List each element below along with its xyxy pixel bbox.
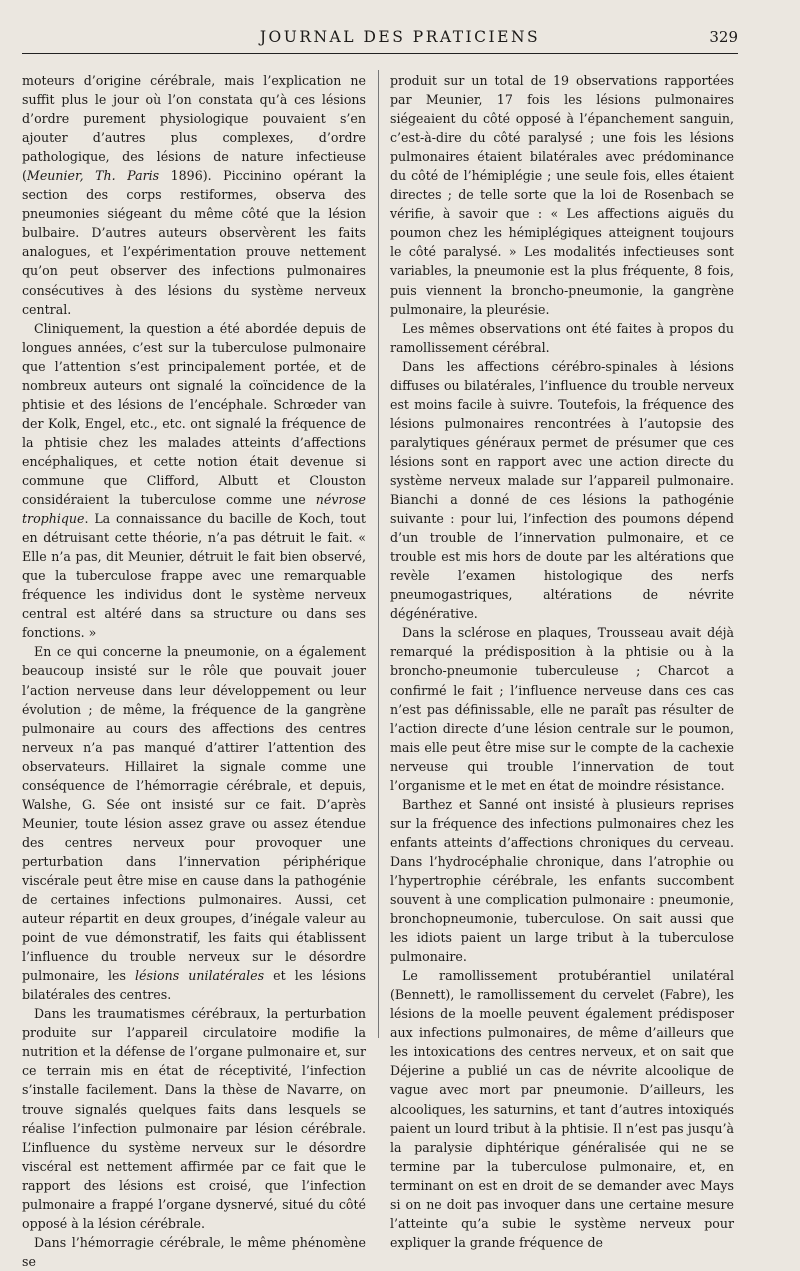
right-column <box>390 71 734 1252</box>
paragraph <box>22 319 366 643</box>
italic-text: névrose trophique <box>22 492 366 527</box>
text-run: . La connaissance du bacille de Koch, tout en détruisant cette théorie, n’a pas détruit le fait. « Elle n’a pas, dit Meunier, détruit le fait bien observé, que la tuberculose frappe avec une remarquable fréquence les individus dont le système nerveux central est altéré dans sa structure ou dans ses fonctions. » <box>22 511 366 641</box>
paragraph <box>390 795 734 966</box>
text-run: Le ramollissement protubérantiel unilatéral (Bennett), le ramollissement du cervelet (Fabre), les lésions de la moelle peuvent également prédisposer aux infections pulmonaires, de même d’ailleurs que les intoxications des centres nerveux, et on sait que Déjerine a publié un cas de névrite alcoolique de vague avec mort par pneumonie. D’ailleurs, les alcooliques, les saturnins, et tant d’autres intoxiqués paient un lourd tribut à la phtisie. Il n’est pas jusqu’à la paralysie diphtérique généralisée qui ne se termine par la tuberculose pulmonaire, et, en terminant on est en droit de se demander avec Mays si on ne doit pas invoquer dans une certaine mesure l’atteinte qu’a subie le système nerveux pour expliquer la grande fréquence de <box>390 968 734 1250</box>
left-column <box>22 71 366 1271</box>
page-number: 329 <box>709 28 738 46</box>
paragraph <box>22 71 366 319</box>
paragraph <box>390 623 734 794</box>
paragraph <box>22 1233 366 1271</box>
journal-title: JOURNAL DES PRATICIENS <box>259 28 541 46</box>
paragraph <box>390 357 734 624</box>
text-run: Dans les affections cérébro-spinales à lésions diffuses ou bilatérales, l’influence du trouble nerveux est moins facile à suivre. Toutefois, la fréquence des lésions pulmonaires rencontrées à l’autopsie des paralytiques généraux permet de présumer que ces lésions sont en rapport avec une action directe du système nerveux malade sur l’appareil pulmonaire. Bianchi a donné de ces lésions la pathogénie suivante : pour lui, l’infection des poumons dépend d’un trouble de l’innervation pulmonaire, et ce trouble est mis hors de doute par les altérations que revèle l’examen histologique des nerfs pneumogastriques, altérations de névrite dégénérative. <box>390 358 734 622</box>
column-divider <box>378 70 379 1038</box>
text-run: Dans la sclérose en plaques, Trousseau avait déjà remarqué la prédisposition à la phtisie ou à la broncho-pneumonie tuberculeuse ; Charcot a confirmé le fait ; l’influence nerveuse dans ces cas n’est pas définissable, elle ne paraît pas résulter de l’action directe d’une lésion centrale sur le poumon, mais elle peut être mise sur le compte de la cachexie nerveuse qui trouble l’innervation de tout l’organisme et le met en état de moindre résistance. <box>390 625 734 793</box>
running-header <box>0 24 800 52</box>
italic-text: Meunier, Th. Paris <box>26 168 160 184</box>
text-run: Les mêmes observations ont été faites à propos du ramollissement cérébral. <box>390 320 734 355</box>
text-run: et les lésions bilatérales des centres. <box>22 968 366 1003</box>
text-run: En ce qui concerne la pneumonie, on a également beaucoup insisté sur le rôle que pouvait jouer l’action nerveuse dans leur développement ou leur évolution ; de même, la fréquence de la gangrène pulmonaire au cours des affections des centres nerveux n’a pas manqué d’attirer l’attention des observateurs. Hillairet la signale comme une conséquence de l’hémorragie cérébrale, et depuis, Walshe, G. Sée ont insisté sur ce fait. D’après Meunier, toute lésion assez grave ou assez étendue des centres nerveux pour provoquer une perturbation dans l’innervation périphérique viscérale peut être mise en cause dans la pathogénie de certaines infections pulmonaires. Aussi, cet auteur répartit en deux groupes, d’inégale valeur au point de vue démonstratif, les faits qui établissent l’influence du trouble nerveux sur le désordre pulmonaire, les <box>22 644 366 984</box>
text-run: moteurs d’origine cérébrale, mais l’explication ne suffit plus le jour où l’on constata qu’à ces lésions d’ordre purement physiologique pouvaient s’en ajouter d’autres plus complexes, d’ordre pathologique, des lésions de nature infectieuse ( <box>22 73 366 184</box>
paragraph <box>22 642 366 1004</box>
text-run: Barthez et Sanné ont insisté à plusieurs reprises sur la fréquence des infections pulmonaires chez les enfants atteints d’affections chroniques du cerveau. Dans l’hydrocéphalie chronique, dans l’atrophie ou l’hypertrophie cérébrale, les enfants succombent souvent à une complication pulmonaire : pneumonie, bronchopneumonie, tuberculose. On sait aussi que les idiots paient un large tribut à la tuberculose pulmonaire. <box>390 796 734 965</box>
paragraph <box>390 966 734 1252</box>
paragraph <box>22 1004 366 1233</box>
text-run: Dans les traumatismes cérébraux, la perturbation produite sur l’appareil circulatoire modifie la nutrition et la défense de l’organe pulmonaire et, sur ce terrain mis en état de réceptivité, l’infection s’installe facilement. Dans la thèse de Navarre, on trouve signalés quelques faits dans lesquels se réalise l’infection pulmonaire par lésion cérébrale. L’influence du système nerveux sur le désordre viscéral est nettement affirmée par ce fait que le rapport des lésions est croisé, que l’infection pulmonaire a frappé l’organe dysnervé, situé du côté opposé à la lésion cérébrale. <box>22 1006 366 1231</box>
text-run: Cliniquement, la question a été abordée depuis de longues années, c’est sur la tuberculose pulmonaire que l’attention s’est principalement portée, et de nombreux auteurs ont signalé la coïncidence de la phtisie et des lésions de l’encéphale. Schrœder van der Kolk, Engel, etc., etc. ont signalé la fréquence de la phtisie chez les malades atteints d’affections encéphaliques, et cette notion était devenue si commune que Clifford, Albutt et Clouston considéraient la tuberculose comme une <box>22 320 366 508</box>
text-run: produit sur un total de 19 observations rapportées par Meunier, 17 fois les lésions pulmonaires siégeaient du côté opposé à l’épanchement sanguin, c’est-à-dire du côté paralysé ; une fois les lésions pulmonaires étaient bilatérales avec prédominance du côté de l’hémiplégie ; une seule fois, elles étaient directes ; de telle sorte que la loi de Rosenbach se vérifie, à savoir que : « Les affections aiguës du poumon chez les hémiplégiques atteignent toujours le côté paralysé. » Les modalités infectieuses sont variables, la pneumonie est la plus fréquente, 8 fois, puis viennent la broncho-pneumonie, la gangrène pulmonaire, la pleurésie. <box>390 73 734 317</box>
header-rule <box>22 53 738 54</box>
text-run: Dans l’hémorragie cérébrale, le même phénomène se <box>22 1234 366 1269</box>
text-run: 1896). Piccinino opérant la section des corps restiformes, observa des pneumonies siégeant du même côté que la lésion bulbaire. D’autres auteurs observèrent les faits analogues, et l’expérimentation prouve nettement qu’on peut observer des infections pulmonaires consécutives à des lésions du système nerveux central. <box>22 168 367 317</box>
italic-text: lésions unilatérales <box>135 968 265 984</box>
paragraph <box>390 71 734 319</box>
paragraph <box>390 319 734 357</box>
